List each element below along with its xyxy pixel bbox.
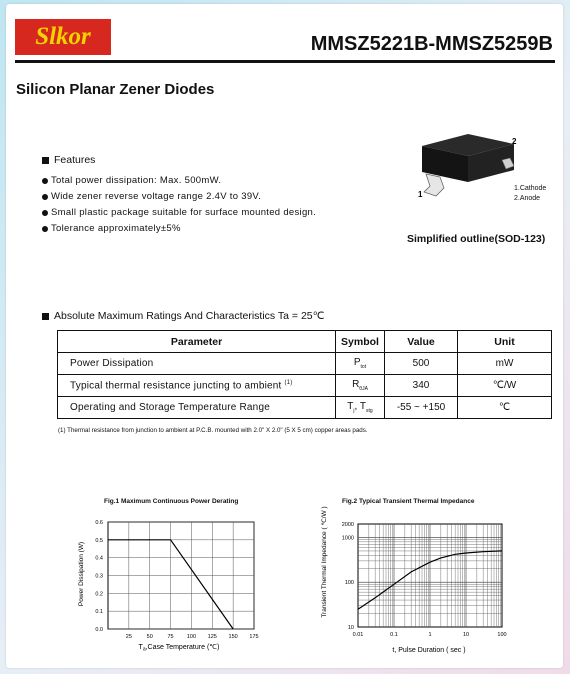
x-tick-label: 100 — [497, 632, 507, 638]
header-rule — [15, 60, 555, 63]
bullet-icon — [42, 178, 48, 184]
x-tick-label: 175 — [249, 634, 259, 640]
unit-cell: ℃/W — [458, 375, 552, 397]
y-tick-label: 0.6 — [95, 520, 103, 526]
y-tick-label: 0.5 — [95, 537, 103, 544]
value-cell: -55 ~ +150 — [385, 397, 458, 419]
table-row — [58, 375, 552, 397]
list-item: Small plastic package suitable for surface mounted design. — [42, 205, 316, 221]
table-footnote: (1) Thermal resistance from junction to ambient at P.C.B. mounted with 2.0" X 2.0" (5 X 5 cm) copper areas pads. — [58, 427, 368, 434]
fig1-ylabel: Power Dissipation (W) — [78, 541, 85, 607]
parameter-cell: Operating and Storage Temperature Range — [58, 397, 336, 419]
square-bullet-icon — [42, 313, 49, 320]
square-bullet-icon — [42, 157, 49, 164]
value-cell: 340 — [385, 375, 458, 397]
table-row — [58, 397, 552, 419]
fig2-ylabel: Transient Thermal Impedance ( ℃/W ) — [321, 506, 328, 618]
bullet-icon — [42, 210, 48, 216]
x-tick-label: 0.1 — [390, 632, 398, 638]
column-header: Value — [385, 331, 458, 353]
pin1-label: 1 — [418, 190, 423, 199]
parameter-cell: Typical thermal resistance juncting to ambient $^{(1)}$ — [58, 375, 336, 397]
column-header: Unit — [458, 331, 552, 353]
document-title: Silicon Planar Zener Diodes — [16, 81, 215, 98]
y-tick-label: 2000 — [341, 522, 354, 528]
features-list — [42, 173, 316, 237]
x-tick-label: 125 — [207, 634, 217, 640]
fig1-power-derating-chart — [68, 512, 268, 656]
fig1-xlabel: $T_a,Case$ Temperature (℃) — [138, 644, 220, 653]
x-tick-label: 0.01 — [352, 632, 364, 638]
bullet-icon — [42, 226, 48, 232]
ratings-heading: Absolute Maximum Ratings And Characteristics Ta = 25℃ — [42, 310, 324, 322]
unit-cell: mW — [458, 353, 552, 375]
table-header-row — [58, 331, 552, 353]
y-tick-label: 0.1 — [95, 609, 103, 616]
x-tick-label: 1 — [428, 632, 432, 638]
ratings-table — [57, 330, 552, 419]
y-tick-label: 1000 — [341, 535, 354, 542]
fig1-title: Fig.1 Maximum Continuous Power Derating — [104, 498, 239, 505]
company-logo: Slkor — [15, 19, 111, 55]
unit-cell: ℃ — [458, 397, 552, 419]
x-tick-label: 100 — [186, 634, 197, 640]
sod123-package-drawing — [410, 116, 520, 204]
y-tick-label: 0.4 — [95, 555, 103, 562]
x-tick-label: 25 — [125, 634, 132, 640]
list-item: Total power dissipation: Max. 500mW. — [42, 173, 316, 189]
x-tick-label: 50 — [146, 634, 153, 640]
value-cell: 500 — [385, 353, 458, 375]
symbol-cell: $R_{\theta JA}$ — [336, 375, 385, 397]
y-tick-label: 0.2 — [95, 591, 103, 598]
table-row — [58, 353, 552, 375]
pin-legend: 1.Cathode 2.Anode — [514, 185, 547, 202]
package-caption: Simplified outline(SOD-123) — [407, 233, 546, 245]
list-item: Tolerance approximately±5% — [42, 221, 316, 237]
fig2-thermal-impedance-chart — [312, 504, 512, 656]
x-tick-label: 75 — [167, 634, 174, 640]
x-tick-label: 10 — [462, 632, 470, 638]
y-tick-label: 10 — [347, 625, 354, 631]
y-tick-label: 0.3 — [95, 573, 103, 580]
bullet-icon — [42, 194, 48, 200]
part-number-title: MMSZ5221B-MMSZ5259B — [310, 33, 553, 55]
y-tick-label: 100 — [344, 580, 354, 587]
column-header: Symbol — [336, 331, 385, 353]
column-header: Parameter — [58, 331, 336, 353]
parameter-cell: Power Dissipation — [58, 353, 336, 375]
pin2-label: 2 — [512, 137, 517, 146]
symbol-cell: $P_{tot}$ — [336, 353, 385, 375]
y-tick-label: 0.0 — [95, 627, 103, 633]
features-heading: Features — [42, 154, 95, 166]
symbol-cell: $T_j$, $T_{stg}$ — [336, 397, 385, 419]
fig2-title: Fig.2 Typical Transient Thermal Impedance — [342, 498, 475, 505]
list-item: Wide zener reverse voltage range 2.4V to 39V. — [42, 189, 316, 205]
x-tick-label: 150 — [228, 634, 238, 640]
datasheet-page — [6, 4, 563, 668]
fig2-xlabel: t, Pulse Duration ( sec ) — [392, 647, 466, 654]
